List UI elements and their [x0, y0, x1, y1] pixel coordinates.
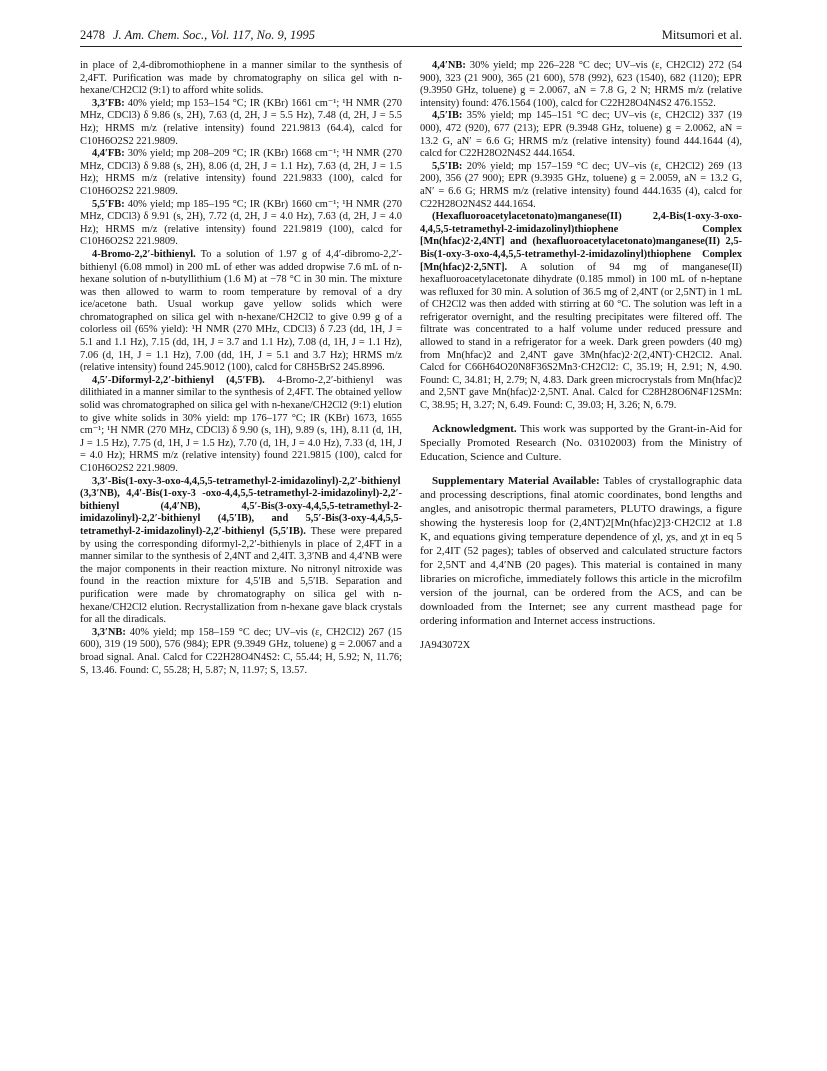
left-column: [80, 60, 402, 677]
supplementary-material: Supplementary Material Available: Tables of crystallographic data and processing descriptions, final atomic coordinates, bond lengths and angles, and anisotropic thermal parameters, PLUTO drawings, a figure showing the hysteresis loop for (2,4NT)2[Mn(hfac)2]3·CH2Cl2 at 1.8 K, and equations giving temperature dependence of χl, χs, and χt in eq 5 for 2,4IT (52 pages); tables of observed and calculated structure factors for 2,5NT and 4,4′NB (20 pages). This material is contained in many libraries on microfiche, immediately follows this article in the microfilm version of the journal, can be ordered from the ACS, and can be downloaded from the Internet; see any current masthead page for ordering information and Internet access instructions.: [420, 474, 742, 627]
paragraph: 5,5′IB: 20% yield; mp 157–159 °C dec; UV–vis (ε, CH2Cl2) 269 (13 200), 356 (27 900); EPR (9.3935 GHz, toluene) g = 2.0059, aN = 13.2 G, aN′ = 6.6 G; HRMS m/z (relative intensity) found 444.1635 (4), calcd for C22H28O2N4S2 444.1654.: [420, 160, 742, 210]
acknowledgment: Acknowledgment. This work was supported by the Grant-in-Aid for Specially Promoted Research (No. 03102003) from the Ministry of Education, Science and Culture.: [420, 422, 742, 463]
paragraph: 3,3′-Bis(1-oxy-3-oxo-4,4,5,5-tetramethyl-2-imidazolinyl)-2,2′-bithienyl (3,3′NB), 4,4′-Bis(1-oxy-3 -oxo-4,4,5,5-tetramethyl-2-imidazolinyl)-2,2′-bithienyl (4,4′NB), 4,5′-Bis(3-oxy-4,4,5,5-tetramethyl-2-imidazolinyl)-2,2′-bithienyl (4,5′IB), and 5,5′-Bis(3-oxy-4,4,5,5-tetramethyl-2-imidazolinyl)-2,2′-bithienyl (5,5′IB). These were prepared by using the corresponding diformyl-2,2′-bithienyls in place of 2,4FT in a manner similar to the synthesis of 2,4NT and 2,4IT. 3,3′NB and 4,4′NB were the major components in their reaction mixture. No nitronyl nitroxide was found in the reaction mixture for 4,5′IB and 5,5′IB. Separation and purification were made by chromatography on silica gel with n-hexane/CH2Cl2 elution. Recrystallization from n-hexane gave black crystals for all the diradicals.: [80, 475, 402, 626]
paragraph: 5,5′FB: 40% yield; mp 185–195 °C; IR (KBr) 1660 cm⁻¹; ¹H NMR (270 MHz, CDCl3) δ 9.91 (s, 2H), 7.72 (d, 2H, J = 4.0 Hz), 7.63 (d, 2H, J = 4.0 Hz); HRMS m/z (relative intensity) found 221.9819 (100), calcd for C10H6O2S2 221.9809.: [80, 198, 402, 248]
page-number: 2478: [80, 28, 105, 42]
paragraph: 3,3′FB: 40% yield; mp 153–154 °C; IR (KBr) 1661 cm⁻¹; ¹H NMR (270 MHz, CDCl3) δ 9.86 (s, 2H), 7.63 (d, 2H, J = 5.5 Hz), 7.48 (d, 2H, J = 5.5 Hz); HRMS m/z (relative intensity) found 221.9813 (64.4), calcd for C10H6O2S2 221.9809.: [80, 97, 402, 147]
paragraph: 4,4′FB: 30% yield; mp 208–209 °C; IR (KBr) 1668 cm⁻¹; ¹H NMR (270 MHz, CDCl3) δ 9.88 (s, 2H), 8.06 (d, 2H, J = 1.1 Hz), 7.63 (d, 2H, J = 1.5 Hz); HRMS m/z (relative intensity) found 221.9833 (100), calcd for C10H6O2S2 221.9809.: [80, 148, 402, 197]
running-header: [80, 28, 742, 47]
header-left: [80, 28, 315, 43]
paragraph: (Hexafluoroacetylacetonato)manganese(II) 2,4-Bis(1-oxy-3-oxo-4,4,5,5-tetramethyl-2-imidazolinyl)thiophene Complex [Mn(hfac)2·2,4NT] and (hexafluoroacetylacetonato)manganese(II) 2,5-Bis(1-oxy-3-oxo-4,4,5,5-tetramethyl-2-imidazolinyl)thiophene Complex [Mn(hfac)2·2,5NT]. A solution of 94 mg of manganese(II) hexafluoroacetylacetonate dihydrate (0.185 mmol) in 100 mL of n-heptane was refluxed for 30 min. A solution of 36.5 mg of 2,4NT (or 2,5NT) in 1 mL of CH2Cl2 was then added with stirring at 60 °C. The solution was left in a refrigerator overnight, and the resulting precipitates were filtered off. The filtrate was concentrated to a half volume under reduced pressure and allowed to stand in a refrigerator for a week. Dark green powders (40 mg) from Mn(hfac)2 and 2,4NT gave 3Mn(hfac)2·2(2,4NT)·CH2Cl2. Anal. Calcd for C66H64O20N8F36S2Mn3·CH2Cl2: C, 35.19; H, 2.91; N, 4.90. Found: C, 34.81; H, 2.79; N, 4.83. Dark green microcrystals from Mn(hfac)2 and 2,5NT gave Mn(hfac)2·2,5NT. Anal. Calcd for C28H28O6N4F12SMn: C, 38.95; H, 3.27; N, 6.49. Found: C, 39.03; H, 3.26; N, 6.79.: [420, 211, 742, 412]
authors: Mitsumori et al.: [661, 28, 742, 42]
manuscript-code: JA943072X: [420, 639, 471, 651]
journal-citation: J. Am. Chem. Soc., Vol. 117, No. 9, 1995: [113, 28, 315, 42]
right-column: [420, 60, 742, 652]
paragraph: 3,3′NB: 40% yield; mp 158–159 °C dec; UV–vis (ε, CH2Cl2) 267 (15 600), 319 (19 500), 576 (984); EPR (9.3949 GHz, toluene) g = 2.0067 and a broad signal. Anal. Calcd for C22H28O4N4S2: C, 55.44; H, 5.92; N, 11.76; S, 13.46. Found: C, 55.28; H, 5.87; N, 11.97; S, 13.57.: [80, 626, 402, 676]
paragraph: 4,5′-Diformyl-2,2′-bithienyl (4,5′FB). 4-Bromo-2,2′-bithienyl was dilithiated in a manner similar to the synthesis of 2,4FT. The obtained yellow solid was chromatographed on silica gel with n-hexane/CH2Cl2 (9:1) elution to give white solids in 30% yield: mp 176–177 °C; IR (KBr) 1673, 1655 cm⁻¹; ¹H NMR (270 MHz, CDCl3) δ 9.90 (s, 1H), 9.89 (s, 1H), 8.11 (d, 1H, J = 1.5 Hz), 7.75 (d, 1H, J = 1.5 Hz), 7.70 (d, 1H, J = 4.0 Hz), 7.33 (d, 1H, J = 4.0 Hz); HRMS m/z (relative intensity) found 221.9815 (100), calcd for C10H6O2S2 221.9809.: [80, 374, 402, 474]
paragraph: 4-Bromo-2,2′-bithienyl. To a solution of 1.97 g of 4,4′-dibromo-2,2′-bithienyl (6.08 mmol) in 200 mL of ether was added dropwise 7.6 mL of n-hexane solution of n-butyllithium (1.6 M) at −78 °C in 30 min. The mixture was then allowed to warm to room temperature by removal of a dry ice/acetone bath. Usual workup gave yellow solids which were chromatographed on silica gel with n-hexane/CH2Cl2 to give 0.99 g of a colorless oil (65% yield): ¹H NMR (270 MHz, CDCl3) δ 7.23 (dd, 1H, J = 5.1 and 1.1 Hz), 7.15 (dd, 1H, J = 3.7 and 1.1 Hz), 7.08 (d, 1H, J = 1.1 Hz), 7.06 (d, 1H, J = 1.1 Hz), 7.00 (dd, 1H, J = 5.1 and 3.7 Hz); HRMS m/z (relative intensity) found 245.9012 (100), calcd for C8H5BrS2 245.8996.: [80, 248, 402, 374]
paragraph: in place of 2,4-dibromothiophene in a manner similar to the synthesis of 2,4FT. Purification was made by chromatography on silica gel with n-hexane/CH2Cl2 (9:1) to afford white solids.: [80, 60, 402, 97]
paragraph: 4,4′NB: 30% yield; mp 226–228 °C dec; UV–vis (ε, CH2Cl2) 272 (54 900), 323 (21 900), 365 (21 600), 578 (992), 623 (1540), 682 (1120); EPR (9.3950 GHz, toluene) g = 2.0067, aN = 7.8 G, 2 N; HRMS m/z (relative intensity) found: 476.1564 (100), calcd for C22H28O4N4S2 476.1552.: [420, 60, 742, 109]
paragraph: 4,5′IB: 35% yield; mp 145–151 °C dec; UV–vis (ε, CH2Cl2) 337 (19 000), 472 (920), 677 (213); EPR (9.3948 GHz, toluene) g = 2.0062, aN = 13.2 G, aN′ = 6.6 G; HRMS m/z (relative intensity) found 444.1644 (4), calcd for C22H28O2N4S2 444.1654.: [420, 110, 742, 160]
